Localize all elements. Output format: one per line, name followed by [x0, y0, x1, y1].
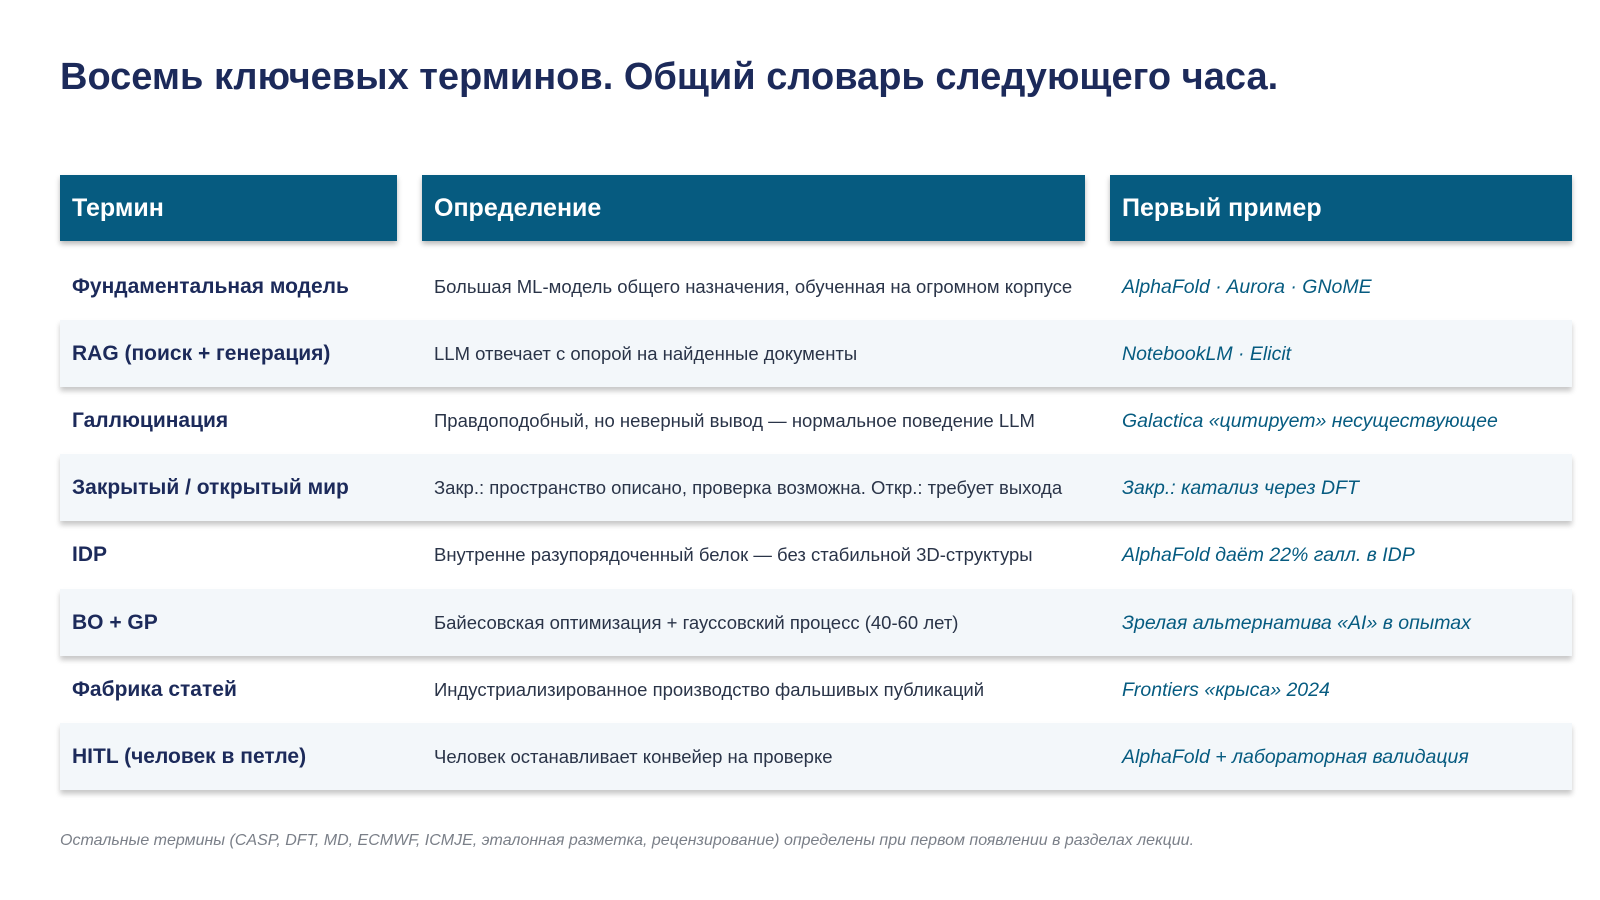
- example-cell: Galactica «цитирует» несуществующее: [1122, 409, 1498, 432]
- definition-cell: Байесовская оптимизация + гауссовский процесс (40-60 лет): [434, 612, 959, 633]
- footnote: Остальные термины (CASP, DFT, MD, ECMWF, ICMJE, эталонная разметка, рецензирование) определены при первом появлении в разделах лекции.: [60, 832, 1195, 849]
- term-cell: Фабрика статей: [72, 678, 237, 701]
- term-cell: Фундаментальная модель: [72, 275, 349, 298]
- term-cell: Закрытый / открытый мир: [72, 476, 349, 499]
- definition-cell: Индустриализированное производство фальшивых публикаций: [434, 679, 985, 700]
- term-cell: HITL (человек в петле): [72, 745, 307, 768]
- definition-cell: Большая ML-модель общего назначения, обученная на огромном корпусе: [434, 276, 1073, 297]
- example-cell: AlphaFold даёт 22% галл. в IDP: [1122, 543, 1415, 566]
- header-example: Первый пример: [1110, 175, 1572, 241]
- example-cell: NotebookLM · Elicit: [1122, 342, 1292, 365]
- example-cell: Закр.: катализ через DFT: [1122, 476, 1359, 499]
- definition-cell: Закр.: пространство описано, проверка возможна. Откр.: требует выхода: [434, 477, 1063, 498]
- definition-cell: Человек останавливает конвейер на проверке: [434, 746, 833, 767]
- example-cell: Frontiers «крыса» 2024: [1122, 678, 1330, 701]
- definition-cell: Внутренне разупорядоченный белок — без стабильной 3D-структуры: [434, 544, 1033, 565]
- definition-cell: Правдоподобный, но неверный вывод — нормальное поведение LLM: [434, 410, 1035, 431]
- example-cell: AlphaFold + лабораторная валидация: [1122, 745, 1469, 768]
- example-cell: Зрелая альтернатива «AI» в опытах: [1122, 611, 1471, 634]
- term-cell: Галлюцинация: [72, 409, 229, 432]
- header-term: Термин: [60, 175, 397, 241]
- term-cell: RAG (поиск + генерация): [72, 342, 331, 365]
- example-cell: AlphaFold · Aurora · GNoME: [1122, 275, 1372, 298]
- term-cell: IDP: [72, 543, 108, 566]
- page-title: Восемь ключевых терминов. Общий словарь следующего часа.: [60, 56, 1279, 98]
- definition-cell: LLM отвечает с опорой на найденные документы: [434, 343, 858, 364]
- term-cell: BO + GP: [72, 611, 158, 634]
- header-definition: Определение: [422, 175, 1085, 241]
